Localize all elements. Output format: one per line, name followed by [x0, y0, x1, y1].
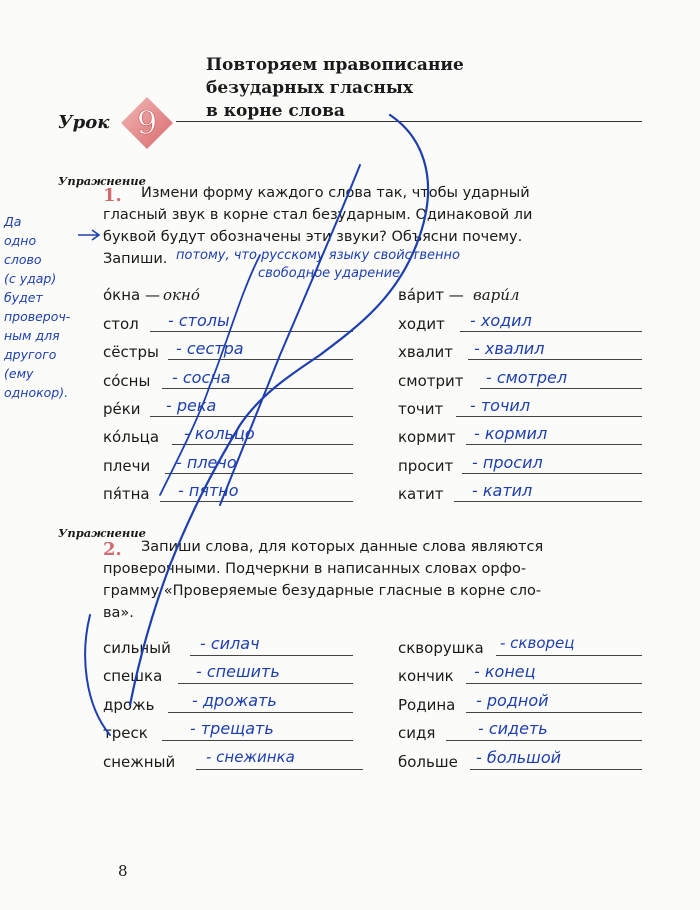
word: плечи: [103, 457, 151, 475]
exercise2-line: проверочными. Подчеркни в написанных словах орфо-: [103, 561, 527, 577]
margin-note-line: ным для: [4, 328, 60, 343]
margin-note-line: слово: [4, 252, 42, 267]
answer-line: [466, 712, 642, 713]
handwritten-answer: - столы: [168, 311, 230, 330]
word: дрожь: [103, 696, 155, 714]
margin-note-line: будет: [4, 290, 43, 305]
margin-note-line: Да: [4, 214, 22, 229]
handwritten-scribble: [60, 95, 480, 755]
exercise1-section-label: Упражнение: [58, 174, 146, 188]
word: Родина: [398, 696, 456, 714]
handwritten-answer: - точил: [470, 396, 531, 415]
handwritten-answer: - снежинка: [206, 748, 295, 766]
handwritten-answer: - кольцо: [184, 424, 255, 443]
exercise2-number: 2.: [103, 539, 122, 560]
answer-line: [496, 655, 642, 656]
handwritten-answer: - просил: [472, 453, 543, 472]
margin-note-line: однокор).: [4, 385, 69, 400]
handwritten-answer: - катил: [472, 481, 533, 500]
margin-note-line: одно: [4, 233, 37, 248]
exercise2-section-label: Упражнение: [58, 526, 146, 540]
margin-note-line: (с удар): [4, 271, 57, 286]
lesson-label: Урок: [58, 112, 110, 133]
answer-line: [456, 416, 642, 417]
handwritten-answer: - силач: [200, 634, 260, 653]
word: спешка: [103, 667, 163, 685]
answer-line: [468, 359, 642, 360]
page-number: 8: [118, 862, 128, 880]
handwritten-answer: - река: [166, 396, 217, 415]
handwritten-answer: свободное ударение: [258, 266, 401, 281]
exercise1-line: Запиши.: [103, 251, 168, 267]
exercise1-line: Измени форму каждого слова так, чтобы ударный: [141, 185, 530, 201]
exercise2-line: Запиши слова, для которых данные слова являются: [141, 539, 544, 555]
exercise1-line: буквой будут обозначены эти звуки? Объясни почему.: [103, 229, 523, 245]
exercise1-line: гласный звук в корне стал безударным. Одинаковой ли: [103, 207, 533, 223]
margin-note-line: другого: [4, 347, 57, 362]
word: катит: [398, 485, 444, 503]
handwritten-answer: - сидеть: [478, 719, 548, 738]
answer-line: [460, 331, 642, 332]
handwritten-answer: - пятно: [178, 481, 239, 500]
lesson-title-line: Повторяем правописание: [206, 55, 464, 75]
handwritten-answer: - спешить: [196, 662, 280, 681]
word: кончик: [398, 667, 454, 685]
word: ре́ки: [103, 400, 141, 418]
word: сидя: [398, 724, 436, 742]
margin-note-line: (ему: [4, 366, 34, 381]
answer-line: [196, 769, 363, 770]
exercise2-line: грамму «Проверяемые безударные гласные в корне сло-: [103, 583, 542, 599]
lesson-number: 9: [136, 104, 158, 142]
handwritten-answer: - сестра: [176, 339, 244, 358]
word: пя́тна: [103, 485, 150, 503]
handwritten-answer: - дрожать: [192, 691, 277, 710]
handwritten-answer: - сосна: [172, 368, 231, 387]
word: скворушка: [398, 639, 484, 657]
word: о́кна —: [103, 286, 161, 304]
word: ходит: [398, 315, 445, 333]
handwritten-answer: - кормил: [474, 424, 548, 443]
answer-line: [466, 444, 642, 445]
handwritten-answer: - большой: [476, 748, 561, 767]
handwritten-answer: - плечо: [176, 453, 237, 472]
word: хвалит: [398, 343, 453, 361]
answer-line: [454, 501, 642, 502]
handwritten-answer: - ходил: [470, 311, 532, 330]
example-answer: окно́: [163, 286, 200, 304]
word: стол: [103, 315, 139, 333]
word: просит: [398, 457, 454, 475]
word: сильный: [103, 639, 171, 657]
handwritten-answer: - конец: [474, 662, 536, 681]
answer-line: [462, 473, 642, 474]
exercise2-line: ва».: [103, 605, 134, 621]
margin-note-line: провероч-: [4, 309, 71, 324]
word: со́сны: [103, 372, 151, 390]
handwritten-answer: - скворец: [500, 634, 575, 652]
word: снежный: [103, 753, 176, 771]
example-answer: вари́л: [473, 286, 520, 304]
lesson-title-line: безударных гласных: [206, 78, 414, 98]
exercise1-number: 1.: [103, 185, 122, 206]
answer-line: [466, 683, 642, 684]
handwritten-answer: - трещать: [190, 719, 274, 738]
word: треск: [103, 724, 148, 742]
word: смотрит: [398, 372, 464, 390]
word: больше: [398, 753, 458, 771]
handwritten-answer: потому, что русскому языку свойственно: [176, 248, 460, 263]
handwritten-answer: - хвалил: [474, 339, 545, 358]
word: ко́льца: [103, 428, 160, 446]
answer-line: [480, 388, 642, 389]
word: ва́рит —: [398, 286, 464, 304]
handwritten-answer: - смотрел: [486, 368, 568, 387]
word: сёстры: [103, 343, 159, 361]
word: кормит: [398, 428, 456, 446]
answer-line: [470, 769, 642, 770]
lesson-title-line: в корне слова: [206, 101, 345, 121]
word: точит: [398, 400, 444, 418]
handwritten-answer: - родной: [476, 691, 549, 710]
